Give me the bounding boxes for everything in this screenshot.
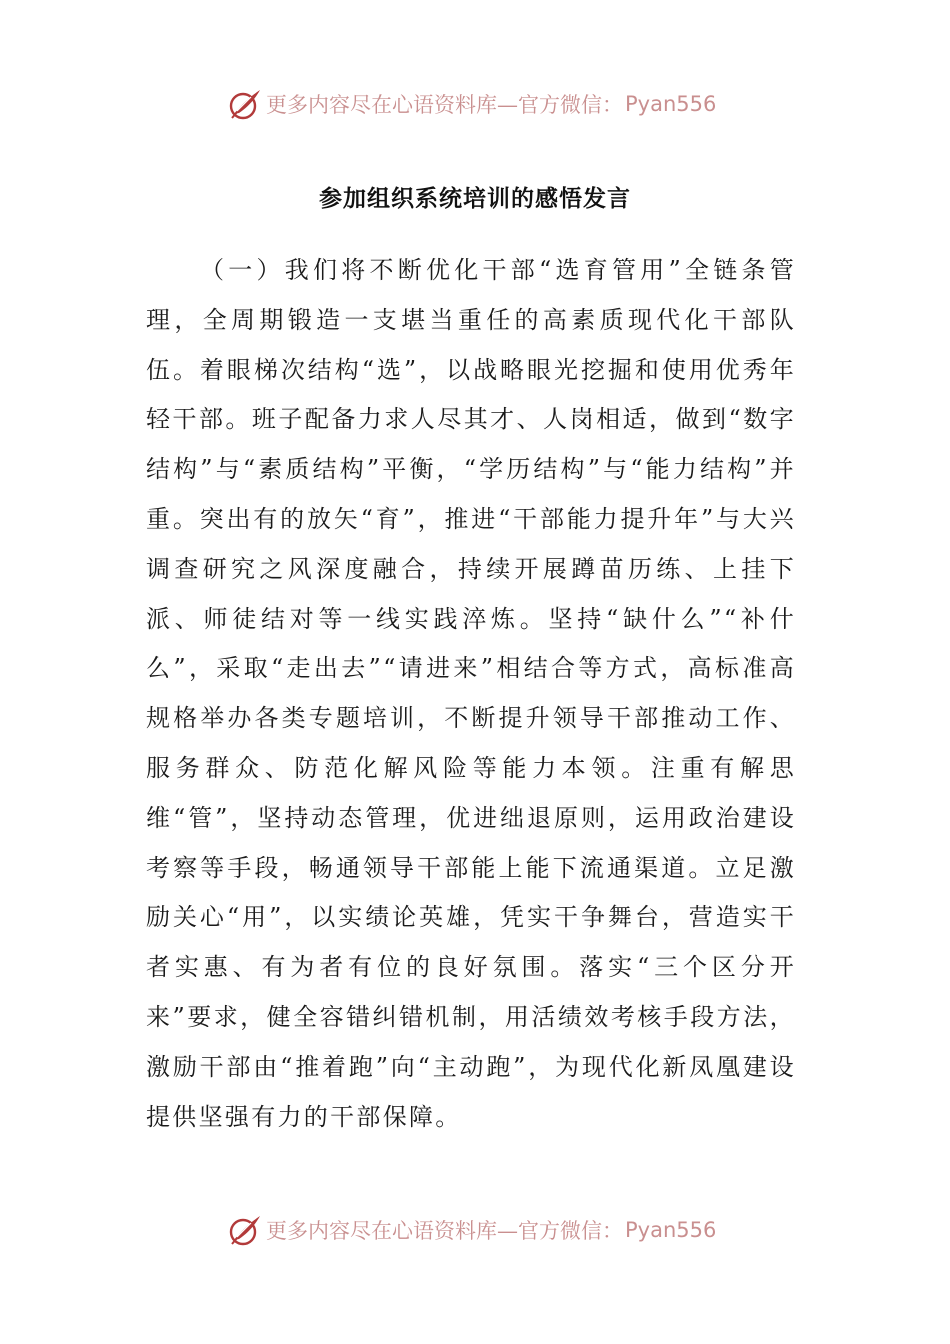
watermark-wechat-id: Pyan556 <box>625 1218 717 1242</box>
footer-watermark <box>228 1212 716 1248</box>
quill-pen-logo-icon <box>228 87 262 121</box>
watermark-text: 更多内容尽在心语资料库—官方微信： <box>266 1219 623 1243</box>
watermark-text: 更多内容尽在心语资料库—官方微信： <box>266 93 623 117</box>
body-paragraph: （一）我们将不断优化干部“选育管用”全链条管理，全周期锻造一支堪当重任的高素质现代化干部队伍。着眼梯次结构“选”，以战略眼光挖掘和使用优秀年轻干部。班子配备力求人尽其才、人岗相适，做到“数字结构”与“素质结构”平衡，“学历结构”与“能力结构”并重。突出有的放矢“育”，推进“干部能力提升年”与大兴调查研究之风深度融合，持续开展蹲苗历练、上挂下派、师徒结对等一线实践淬炼。坚持“缺什么”“补什么”，采取“走出去”“请进来”相结合等方式，高标准高规格举办各类专题培训，不断提升领导干部推动工作、服务群众、防范化解风险等能力本领。注重有解思维“管”，坚持动态管理，优进绌退原则，运用政治建设考察等手段，畅通领导干部能上能下流通渠道。立足激励关心“用”，以实绩论英雄，凭实干争舞台，营造实干者实惠、有为者有位的良好氛围。落实“三个区分开来”要求，健全容错纠错机制，用活绩效考核手段方法，激励干部由“推着跑”向“主动跑”，为现代化新凤凰建设提供坚强有力的干部保障。 <box>146 256 796 1131</box>
header-watermark <box>228 86 716 122</box>
watermark-wechat-id: Pyan556 <box>625 92 717 116</box>
quill-pen-logo-icon <box>228 1213 262 1247</box>
document-title: 参加组织系统培训的感悟发言 <box>319 186 631 212</box>
